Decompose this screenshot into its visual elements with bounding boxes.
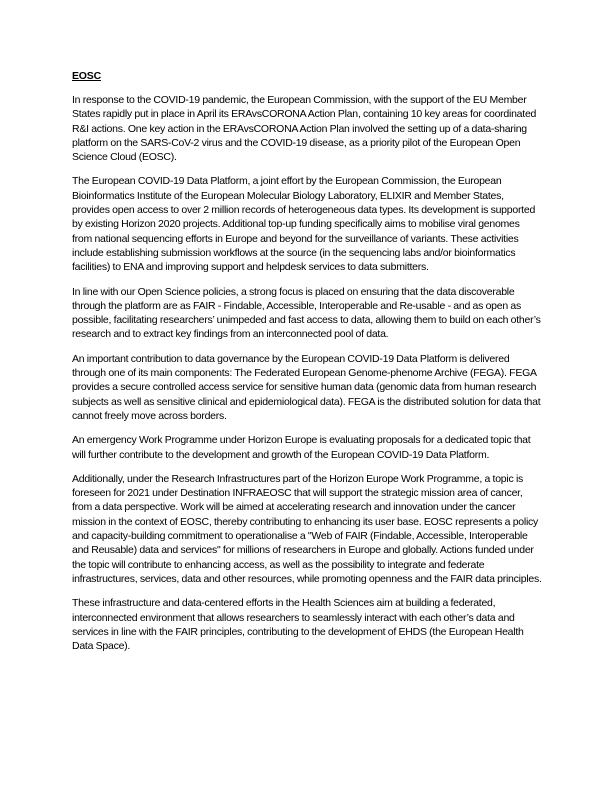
paragraph-covid-data-platform: The European COVID-19 Data Platform, a joint effort by the European Commission, the European Bioinformatics Institute of the European Molecular Biology Laboratory, ELIXIR and Member States, provides open access to over 2 million records of heterogeneous data types. Its development is supported by existing Horizon 2020 projects. Additional top-up funding specifically aims to mobilise viral genomes from national sequencing efforts in Europe and beyond for the surveillance of variants. These activities include establishing submission workflows at the source (in the sequencing labs and/or bioinformatics facilities) to ENA and improving support and helpdesk services to data submitters. — [72, 175, 536, 274]
paragraph-infraeosc-cancer-mission: Additionally, under the Research Infrastructures part of the Horizon Europe Work Programme, a topic is foreseen for 2021 under Destination INFRAEOSC that will support the strategic mission area of cancer, from a data perspective. Work will be aimed at accelerating research and innovation under the cancer mission in the context of EOSC, thereby contributing to enhancing its user base. EOSC represents a policy and capacity-building commitment to operationalise a "Web of FAIR (Findable, Accessible, Interoperable and Reusable) data and services" for millions of researchers in Europe and globally. Actions funded under the topic will contribute to enhancing access, as well as the possibility to integrate and federate infrastructures, services, data and other resources, while promoting openness and the FAIR data principles. — [72, 472, 542, 585]
paragraph-health-sciences-ehds: These infrastructure and data-centered efforts in the Health Sciences aim at building a federated, interconnected environment that allows researchers to seamlessly interact with each other’s data and services in line with the FAIR principles, contributing to the development of EHDS (the European Health Data Space). — [72, 597, 524, 653]
paragraph-intro-eravscorona: In response to the COVID-19 pandemic, the European Commission, with the support of the EU Member States rapidly put in place in April its ERAvsCORONA Action Plan, containing 10 key areas for coordinated R&I actions. One key action in the ERAvsCORONA Action Plan involved the setting up of a data-sharing platform on the SARS-CoV-2 virus and the COVID-19 disease, as a priority pilot of the European Open Science Cloud (EOSC). — [72, 94, 537, 164]
document-title: EOSC — [72, 70, 101, 82]
document-page — [72, 70, 542, 663]
paragraph-fega: An important contribution to data governance by the European COVID-19 Data Platform is delivered through one of its main components: The Federated European Genome-phenome Archive (FEGA). FEGA provides a secure controlled access service for sensitive human data (genomic data from human research subjects as well as sensitive clinical and epidemiological data). FEGA is the distributed solution for data that cannot freely move across borders. — [72, 352, 541, 422]
paragraph-emergency-work-programme: An emergency Work Programme under Horizon Europe is evaluating proposals for a dedicated topic that will further contribute to the development and growth of the European COVID-19 Data Platform. — [72, 434, 531, 461]
paragraph-open-science-fair: In line with our Open Science policies, a strong focus is placed on ensuring that the data discoverable through the platform are as FAIR - Findable, Accessible, Interoperable and Re-usable - and as open as possible, facilitating researchers’ unimpeded and fast access to data, allowing them to build on each other’s research and to extract key findings from an interconnected pool of data. — [72, 285, 541, 341]
